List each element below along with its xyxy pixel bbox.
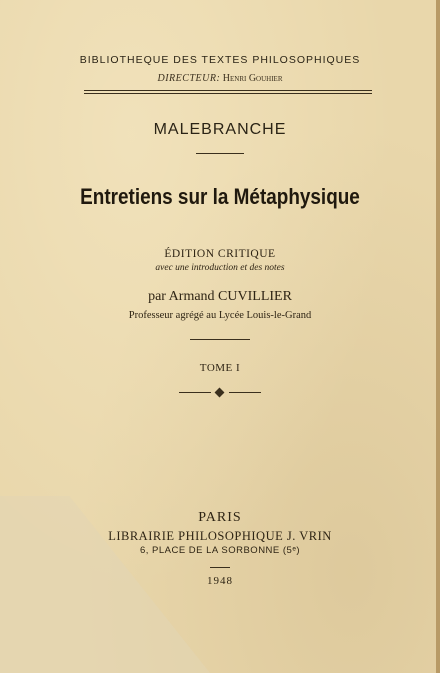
author-name: MALEBRANCHE: [153, 121, 287, 138]
author-rule: [196, 153, 244, 154]
editor-affiliation: Professeur agrégé au Lycée Louis-le-Grand: [128, 310, 312, 321]
ornament-divider: [179, 388, 261, 396]
imprint-address: 6, PLACE DE LA SORBONNE (5ᵉ): [139, 545, 301, 556]
page-edge: [436, 0, 440, 673]
series-director: [0, 73, 440, 84]
edition-label: ÉDITION CRITIQUE: [164, 248, 276, 260]
volume-rule: [190, 339, 250, 340]
header-double-rule: [84, 90, 372, 94]
ornament-line-right: [229, 392, 261, 393]
imprint-publisher: LIBRAIRIE PHILOSOPHIQUE J. VRIN: [108, 529, 332, 543]
director-role: DIRECTEUR:: [157, 73, 221, 84]
imprint-rule: [210, 567, 230, 568]
imprint-year: 1948: [207, 575, 233, 587]
series-title: BIBLIOTHEQUE DES TEXTES PHILOSOPHIQUES: [79, 54, 361, 66]
ornament-diamond-icon: [215, 388, 225, 398]
book-title: Entretiens sur la Métaphysique: [80, 184, 360, 209]
ornament-line-left: [179, 392, 211, 393]
edition-subtitle: avec une introduction et des notes: [155, 263, 285, 273]
director-name: Henri Gouhier: [222, 73, 283, 84]
imprint-city: PARIS: [198, 510, 242, 525]
editor-byline: par Armand CUVILLIER: [148, 289, 292, 304]
volume-number: TOME I: [199, 362, 241, 374]
